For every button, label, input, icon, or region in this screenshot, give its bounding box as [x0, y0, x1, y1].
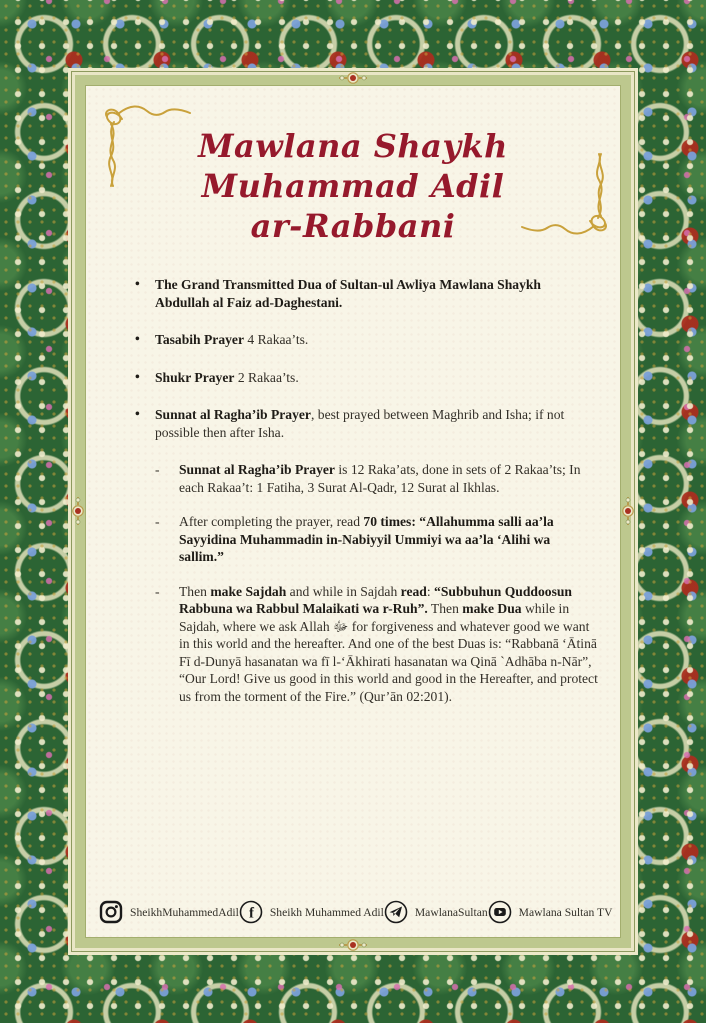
title-line-1: Mawlana Shaykh Muhammad Adil — [198, 127, 508, 205]
bullet-text: Sunnat al Ragha’ib Prayer, best prayed between Maghrib and Isha; if not possible then after Isha. — [155, 407, 565, 440]
bullet-marker: • — [135, 368, 140, 384]
list-item — [86, 406, 620, 441]
list-item — [86, 369, 620, 387]
social-facebook — [239, 900, 384, 924]
bullet-list — [86, 276, 620, 441]
sub-bullet-list — [86, 461, 620, 705]
list-item — [86, 461, 620, 496]
bullet-text: Tasabih Prayer 4 Rakaa’ts. — [155, 332, 309, 347]
band-medallion-left-icon — [70, 489, 86, 533]
band-medallion-right-icon — [620, 489, 636, 533]
social-telegram — [384, 900, 488, 924]
flourish-bottom-right-icon — [514, 152, 614, 242]
list-item — [86, 513, 620, 566]
telegram-icon — [384, 900, 408, 924]
social-handle: MawlanaSultan — [414, 905, 488, 919]
bullet-text: Shukr Prayer 2 Rakaa’ts. — [155, 369, 299, 385]
dash-marker: - — [155, 583, 160, 599]
social-youtube — [488, 900, 613, 924]
sub-bullet-text: Then make Sajdah and while in Sajdah read: “Subbuhun Quddoosun Rabbuna wa Rabbul Malaikati wa r-Ruh”. Then make Dua while in Sajdah, where we ask Allah ﷻ for forgiveness and whatever good we want in this world and the hereafter. And one of the best Duas is: “Rabbanā ‘Ātinā Fī d-Dunyā hasanatan wa fī l-‘Ākhirati hasanatan wa Qinā `Adhāba n-Nār”, “Our Lord! Give us good in this world and good in the Hereafter, and protect us from the torment of the Fire.” (Qur’ān 02:201). — [179, 583, 598, 704]
list-item — [86, 276, 620, 311]
list-item — [86, 331, 620, 349]
dash-marker: - — [155, 514, 160, 529]
content-panel — [85, 85, 621, 938]
list-item — [86, 583, 620, 706]
flourish-top-left-icon — [98, 98, 198, 188]
sub-bullet-text: After completing the prayer, read 70 times: “Allahumma salli aa’la Sayyidina Muhammadin in-Nabiyyil Ummiyi wa aa’la ‘Alihi wa sallim.” — [179, 514, 554, 564]
social-footer — [99, 900, 613, 924]
social-handle: SheikhMuhammedAdil — [130, 905, 239, 919]
social-handle: Sheikh Muhammed Adil — [269, 905, 384, 919]
svg-text:f: f — [248, 905, 254, 922]
instagram-icon — [99, 900, 123, 924]
dash-marker: - — [155, 462, 160, 477]
bullet-marker: • — [135, 276, 140, 291]
sub-bullet-text: Sunnat al Ragha’ib Prayer is 12 Raka’ats, done in sets of 2 Rakaa’ts; In each Rakaa’t: 1 Fatiha, 3 Surat Al-Qadr, 12 Surat al Ikhlas. — [179, 462, 581, 495]
bullet-marker: • — [135, 331, 140, 346]
social-instagram — [99, 900, 239, 924]
bullet-text: The Grand Transmitted Dua of Sultan-ul Awliya Mawlana Shaykh Abdullah al Faiz ad-Daghestani. — [155, 277, 541, 310]
band-medallion-top-icon — [331, 70, 375, 86]
facebook-icon — [239, 900, 263, 924]
bullet-marker: • — [135, 406, 140, 421]
youtube-icon — [488, 900, 512, 924]
title-line-2: ar-Rabbani — [250, 207, 456, 245]
band-medallion-bottom-icon — [331, 937, 375, 953]
social-handle: Mawlana Sultan TV — [518, 905, 613, 919]
